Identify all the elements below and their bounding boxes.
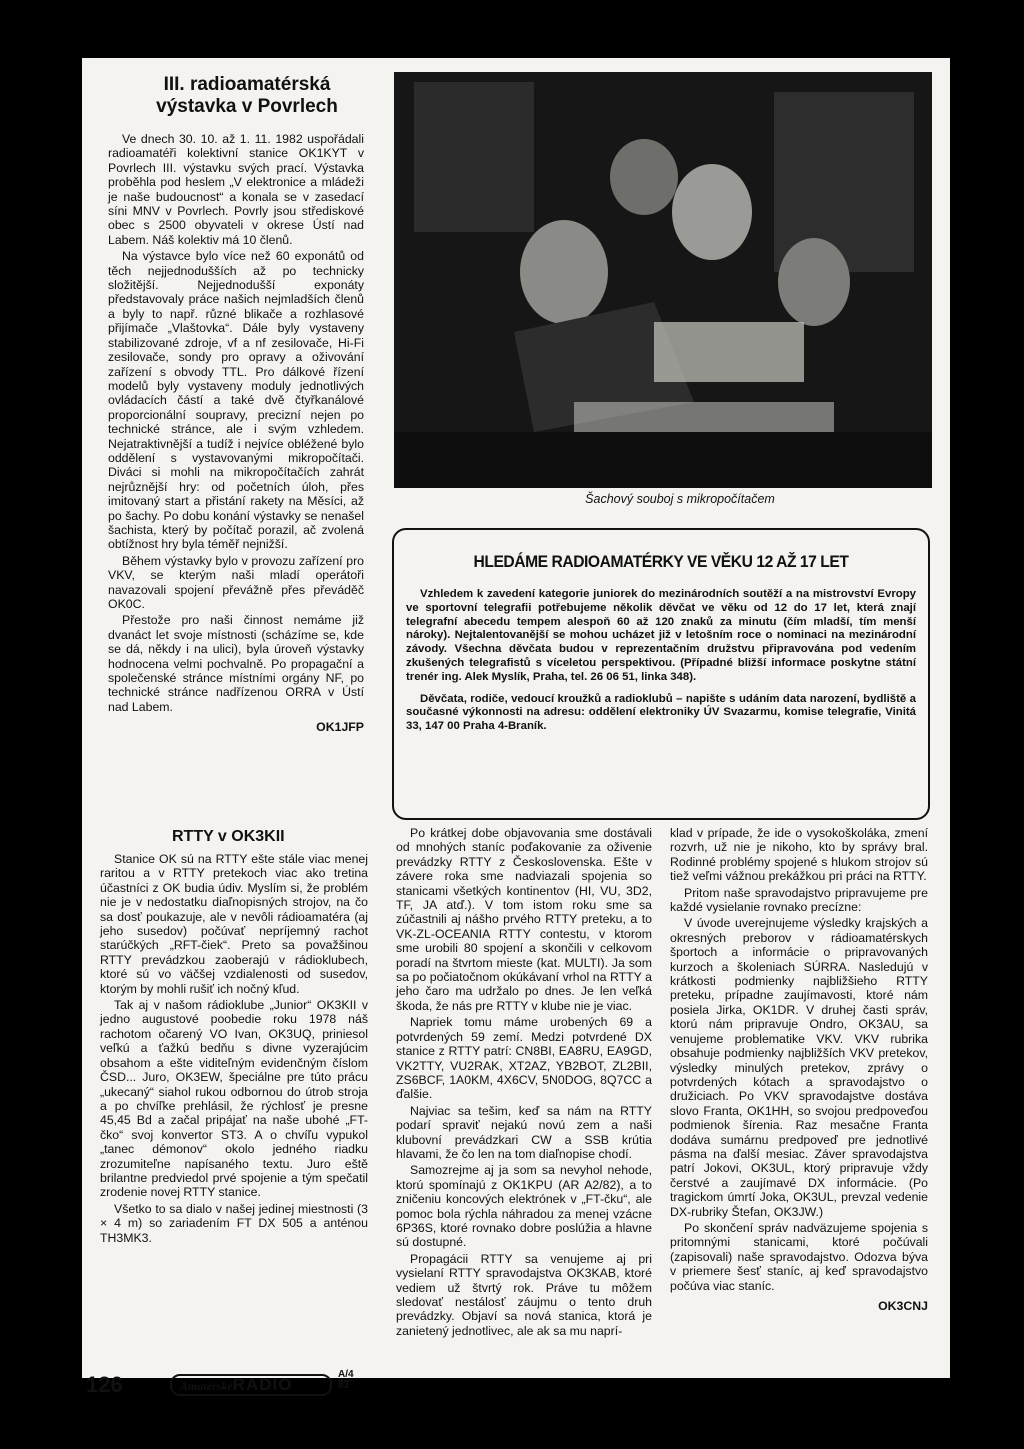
photo-chess-vs-computer [394,72,932,488]
signature: OK1JFP [316,720,364,735]
paragraph: Všetko to sa dialo v našej jedinej miestnosti (3 × 4 m) so zariadením FT DX 505 a anténou TH3MK3. [100,1201,368,1245]
article-title-exhibition [122,74,372,118]
title-line-1: III. radioamatérská [163,74,331,95]
signature: OK3CNJ [878,1299,928,1313]
article-exhibition-body [108,132,364,735]
paragraph: Najviac sa tešim, keď sa nám na RTTY podarí spraviť nejakú novú zem a naši klubovní prevádzkari CW a SSB krútia hlavami, že čo len na tom diaľnopise chodí. [396,1103,652,1161]
paragraph: Během výstavky bylo v provozu zařízení pro VKV, se kterým naši mladí operátoři navazovali spojení převážně přes převáděč OK0C. [108,553,364,611]
page-number: 126 [86,1372,123,1397]
logo-word: Amatérské [180,1379,233,1393]
article-rtty-column-2 [396,826,652,1340]
issue-top: A/4 [338,1369,354,1380]
paragraph: Po skončení správ nadväzujeme spojenia s pritomnými stanicami, ktoré počúvali (zapisovali) naše spravodajstvo. Odozva býva v priemere šesť staníc, aj keď spravodajstvo počúva viac staníc. [670,1220,928,1293]
paragraph: Ve dnech 30. 10. až 1. 11. 1982 uspořádali radioamatéři kolektivní stanice OK1KYT v Povrlech III. výstavku svých prací. Výstavka proběhla pod heslem „V elektronice a mládeži je naše budoucnost“ a konala se v zasedací síni MNV v Povrlech. Povrly jsou střediskové obec s 2500 obyvateli v okrese Ústí nad Labem. Náš kolektiv má 10 členů. [108,132,364,247]
logo-radio: RADIO [232,1375,293,1394]
paragraph: Po krátkej dobe objavovania sme dostávali od mnohých staníc poďakovanie za oživenie prevádzky RTTY z Československa. Ešte v závere roka sme nadviazali spojenia so stanicami všetkých kontinentov (HI, VU, 3D2, TF, JA atď.). V tom istom roku sme sa zúčastnili aj nášho prvého RTTY preteku, a to VK-ZL-OCEANIA RTTY contestu, v ktorom sme urobili 80 spojení a skončili v celkovom poradí na štvrtom mieste (kat. MULTI). Ja som sa po počiatočnom okúkávaní vrhol na RTTY a jeho čaro ma udržalo po dnes. Je len veľká škoda, že nás pre RTTY v klube nie je viac. [396,826,652,1013]
paragraph: V úvode uverejnujeme výsledky krajských a okresných preborov v rádioamatérskych športoch a informácie o pripravovaných kurzoch a školeniach SÚRRA. Nasledujú v krátkosti podmienky najbližšieho RTTY preteku, prípadne zaujímavosti, ktoré nám posiela Jirka, OK1DR. V druhej časti správ, ktorú nám pripravuje Ondro, OK3AU, sa venujeme problematike VKV. VKV rubrika obsahuje podmienky najbližších VKV pretekov, výsledky minulých pretekov, zprávy o potvrdených kótach a spravodajstvo o družiciach. Po VKV spravodajstve dostáva slovo Franta, OK1HH, so svojou predpoveďou podmienok šírenia. Raz mesačne Franta dodáva sumárnu predpoveď pre jednotlivé pásma na ďalší mesiac. Záver spravodajstva patrí Jokovi, OK3UL, ktorý pripravuje vždy čerstvé a zaujímavé DX informácie. (Po tragickom úmrtí Joka, OK3UL, prevzal vedenie DX-rubriky Štefan, OK3JW.) [670,916,928,1219]
paragraph: Přestože pro naši činnost nemáme již dvanáct let svoje místnosti (scházíme se, kde se dá, někdy i na ulici), byla úroveň výstavky hodnocena velmi pochvalně. Po propagační a společenské stránce místními orgány NF, po technické stránce nadřízenou ORRA v Ústí nad Labem. [108,613,364,714]
photo-image [394,72,932,488]
paragraph: Tak aj v našom rádioklube „Junior“ OK3KII v jedno augustové poobedie roku 1978 náš rachotom očarený VO Ivan, OK3UQ, priniesol veľkú a ťažkú bedňu s divne vyzerajúcim obsahom a ešte viditeľným evidenčným číslom ČSD... Juro, OK3EW, špeciálne pre túto prácu „ukecaný“ siahol rukou odbornou do útrob stroja a po chvíľke prehlásil, že rýchlosť je presne 45,45 Bd a začal pripájať na naše ubohé „FT-čko“ svoj konvertor ST3. A o chvíľu vypukol „tanec démonov“ okolo jedného riadku zrozumiteľne napísaného textu. Juro eště brilantne predviedol prvé spojenie a tým spečatil zrodenie novej RTTY stanice. [100,998,368,1200]
title-line-2: výstavka v Povrlech [156,96,338,117]
paragraph: Propagácii RTTY sa venujeme aj pri vysielaní RTTY spravodajstva OK3KAB, ktoré vediem už štvrtý rok. Práve tu môžem sledovať nestálosť záujmu o tento druh prevádzky. Objaví sa nová stanica, ktorá je zanietený jednotlivec, ale ak sa mu naprí- [396,1251,652,1338]
paragraph: Na výstavce bylo více než 60 exponátů od těch nejjednodušších až po technicky složitější. Nejjednodušší exponáty představovaly práce našich nejmladších členů a byly to např. různé blikače a rozhlasové přijímače „Vlaštovka“. Dále byly vystaveny stabilizované zdroje, vf a nf zesilovače, Hi-Fi zesilovače, sondy pro opravy a oživování zařízení s obvody TTL. Pro dálkové řízení modelů byly vystaveny moduly jednotlivých ovládacích částí a také dvě čtyřkanálové proporcionální soupravy, precizní nejen po technické stránce, ale i svým vzhledem. Nejatraktivnější a tudíž i nejvíce obléžené bylo oddělení s vystavovanými mikropočítači. Diváci si mohli na mikropočítačích zahrát nejrůznější hry: od početních úloh, přes imitovaný start a přistání rakety na Měsíci, až po šachy. Po dobu konání výstavky se nenašel šachista, který by počítač porazil, ač zvolená obtížnost hry byla téměř nejnižší. [108,249,364,552]
paragraph: klad v prípade, že ide o vysokoškoláka, zmení rozvrh, už nie je nikoho, kto by správy bral. Rodinné problémy spojené s hlukom strojov sú tiež veľmi vážnou prekážkou pri práci na RTTY. [670,826,928,884]
article-rtty-column-1 [100,852,368,1247]
photo-caption: Šachový souboj s mikropočítačem [585,492,775,506]
paragraph: Stanice OK sú na RTTY ešte stále viac menej raritou a v RTTY pretekoch viac ako tretina účastníci z OK budia údiv. Myslím si, že problém nie je v nedostatku diaľnopisných strojov, na čo sa dosť poukazuje, ale v nevôli rádioamatéra (aj jeho susedov) počúvať nepríjemný rachot starúčkých „RFT-čiek“. Preto sa považšinou RTTY prevádzkou zaoberajú v rádioklubech, ktoré sú vo väčšej vzdialenosti od susedov, ktorým by mohli rušiť ich nočný kľud. [100,852,368,996]
issue-number [338,1370,354,1391]
notice-box-title: HLEDÁME RADIOAMATÉRKY VE VĚKU 12 AŽ 17 LET [473,552,849,571]
paragraph: Samozrejme aj ja som sa nevyhol nehode, ktorú spomínajú z OK1KPU (AR A2/82), a to zničeniu koncových elektrónek v „FT-čku“, ale pomoc bola rýchla náhradou za menej vzácne 6P36S, ktoré rovnako dobre poslúžia a hlavne sú dostupné. [396,1163,652,1250]
article-rtty-column-3 [670,826,928,1313]
paragraph: Vzhledem k zavedení kategorie juniorek do mezinárodních soutěží a na mistrovství Evropy ve sportovní telegrafii potřebujeme několik děvčat ve věku od 12 do 17 let, která znají telegrafní abecedu tempem alespoň 60 až 120 znaků za minutu (čím mladší, tím menší nároky). Nejtalentovanější se mohou ucházet již v letošním roce o nominaci na mezinárodní závody. Všechna děvčata budou v reprezentačním družstvu připravována pod vedením zkušených telegrafistů s víceletou perspektivou. (Případné bližší informace poskytne státní trenér ing. Alek Myslík, Praha, tel. 26 06 51, linka 348). [406,588,916,683]
article-title-rtty: RTTY v OK3KII [172,828,285,845]
paragraph: Děvčata, rodiče, vedoucí kroužků a radioklubů – napište s udáním data narození, bydliště a současné výkonnosti na adresu: oddělení elektroniky ÚV Svazarmu, komise telegrafie, Vinitá 33, 147 00 Praha 4-Braník. [406,692,916,733]
paragraph: Pritom naše spravodajstvo pripravujeme pre každé vysielanie rovnako precízne: [670,885,928,915]
magazine-logo [170,1374,332,1396]
notice-box-body [406,588,916,742]
paragraph: Napriek tomu máme urobených 69 a potvrdených 59 zemí. Medzi potvrdené DX stanice z RTTY patrí: CN8BI, EA8RU, EA9GD, VK2TTY, VU2RAK, XT2AZ, YB2BOT, ZL2BII, ZS6BCF, 1A0KM, 4X6CV, 5N0DOG, 8Q7CC a ďalšie. [396,1015,652,1102]
issue-bottom: 83 [338,1380,350,1391]
notice-box-junior-telegraphy [392,528,930,820]
